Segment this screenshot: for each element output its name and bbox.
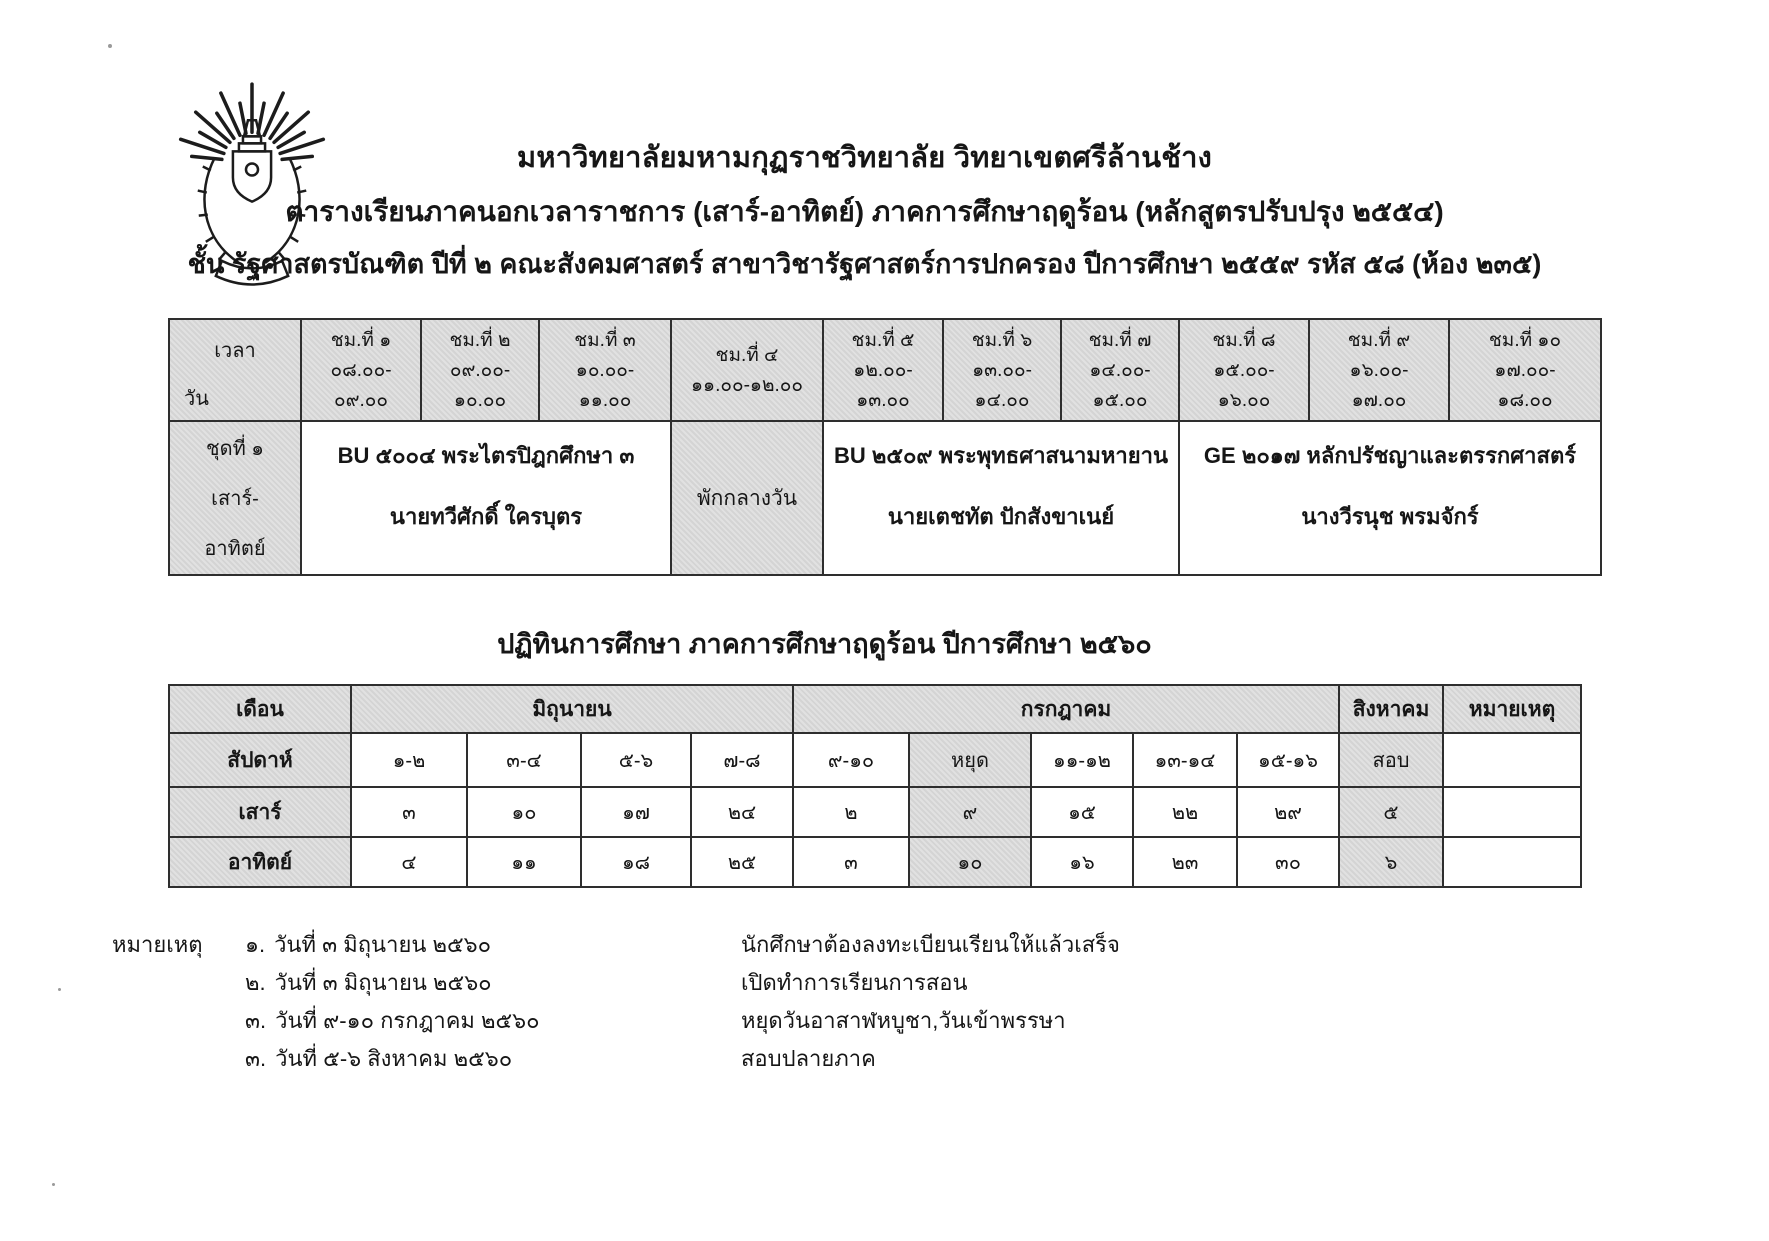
date-cell: ๒๙ (1237, 787, 1339, 837)
week-cell: ๗-๘ (691, 733, 793, 787)
remark-number: ๒. (245, 970, 266, 995)
lunch-break-cell: พักกลางวัน (671, 421, 823, 575)
period-header-cell: ชม.ที่ ๓ ๑๐.๐๐- ๑๑.๐๐ (539, 319, 671, 421)
sunday-label-cell: อาทิตย์ (169, 837, 351, 887)
holiday-date-cell: ๑๐ (909, 837, 1031, 887)
remark-item (245, 1040, 1120, 1078)
week-cell: ๑๕-๑๖ (1237, 733, 1339, 787)
teacher-name: นางวีรนุช พรมจักร์ (1301, 504, 1479, 529)
remark-date: วันที่ ๓ มิถุนายน ๒๕๖๐ (274, 932, 492, 957)
period-header-cell: ชม.ที่ ๕ ๑๒.๐๐- ๑๓.๐๐ (823, 319, 943, 421)
class-schedule-table (168, 318, 1602, 576)
teacher-name: นายเตชทัต ปักสังขาเนย์ (887, 504, 1115, 529)
calendar-title: ปฏิทินการศึกษา ภาคการศึกษาฤดูร้อน ปีการศึกษา ๒๕๖๐ (497, 629, 1152, 659)
date-cell: ๑๕ (1031, 787, 1133, 837)
month-june-cell: มิถุนายน (351, 685, 793, 733)
period-header-cell: ชม.ที่ ๑ ๐๘.๐๐- ๐๙.๐๐ (301, 319, 421, 421)
calendar-week-row (169, 733, 1581, 787)
exam-date-cell: ๖ (1339, 837, 1443, 887)
timetable-title: ตารางเรียนภาคนอกเวลาราชการ (เสาร์-อาทิตย์) ภาคการศึกษาฤดูร้อน (หลักสูตรปรับปรุง ๒๕๕๔) (285, 196, 1444, 227)
remark-number: ๓. (245, 1046, 267, 1071)
date-cell: ๑๘ (581, 837, 691, 887)
course-title: BU ๒๕๐๙ พระพุทธศาสนามหายาน (833, 443, 1169, 468)
period-header-cell: ชม.ที่ ๙ ๑๖.๐๐- ๑๗.๐๐ (1309, 319, 1449, 421)
date-cell: ๓ (793, 837, 909, 887)
calendar-sunday-row (169, 837, 1581, 887)
date-cell: ๑๑ (467, 837, 581, 887)
week-cell: ๓-๔ (467, 733, 581, 787)
corner-time-label: เวลา (214, 340, 256, 362)
week-cell: ๑๑-๑๒ (1031, 733, 1133, 787)
month-august-cell: สิงหาคม (1339, 685, 1443, 733)
course-title: GE ๒๐๑๗ หลักปรัชญาและตรรกศาสตร์ (1203, 443, 1577, 468)
scan-speck (108, 44, 112, 48)
week-label-cell: สัปดาห์ (169, 733, 351, 787)
remark-description: นักศึกษาต้องลงทะเบียนเรียนให้แล้วเสร็จ (741, 932, 1120, 957)
remark-item (245, 926, 1120, 964)
saturday-label-cell: เสาร์ (169, 787, 351, 837)
remarks-list (245, 926, 1120, 1078)
remark-date: วันที่ ๓ มิถุนายน ๒๕๖๐ (274, 970, 492, 995)
period-header-cell: ชม.ที่ ๗ ๑๔.๐๐- ๑๕.๐๐ (1061, 319, 1179, 421)
week-cell: ๑๓-๑๔ (1133, 733, 1237, 787)
period-header-cell: ชม.ที่ ๑๐ ๑๗.๐๐- ๑๘.๐๐ (1449, 319, 1601, 421)
exam-week-cell: สอบ (1339, 733, 1443, 787)
remark-item (245, 964, 1120, 1002)
date-cell: ๒๒ (1133, 787, 1237, 837)
group-day-header-cell: ชุดที่ ๑ เสาร์- อาทิตย์ (169, 421, 301, 575)
date-cell: ๒๕ (691, 837, 793, 887)
corner-day-label: วัน (184, 388, 209, 410)
month-july-cell: กรกฎาคม (793, 685, 1339, 733)
week-cell: ๑-๒ (351, 733, 467, 787)
teacher-name: นายทวีศักดิ์ ใครบุตร (389, 504, 583, 529)
date-cell: ๑๐ (467, 787, 581, 837)
remark-description: เปิดทำการเรียนการสอน (741, 970, 968, 995)
date-cell: ๒ (793, 787, 909, 837)
week-cell: ๕-๖ (581, 733, 691, 787)
scan-speck (58, 988, 61, 991)
empty-cell (1443, 787, 1581, 837)
university-title: มหาวิทยาลัยมหามกุฏราชวิทยาลัย วิทยาเขตศรีล้านช้าง (517, 142, 1212, 174)
calendar-month-row (169, 685, 1581, 733)
holiday-week-cell: หยุด (909, 733, 1031, 787)
course-title: BU ๕๐๐๔ พระไตรปิฎกศึกษา ๓ (337, 443, 635, 468)
calendar-saturday-row (169, 787, 1581, 837)
date-cell: ๓๐ (1237, 837, 1339, 887)
class-info-line: ชั้น รัฐศาสตรบัณฑิต ปีที่ ๒ คณะสังคมศาสตร์ สาขาวิชารัฐศาสตร์การปกครอง ปีการศึกษา ๒๕๕๙ รหัส ๕๘ (ห้อง ๒๓๕) (187, 249, 1542, 279)
remark-description: สอบปลายภาค (741, 1046, 876, 1071)
period-header-cell: ชม.ที่ ๖ ๑๓.๐๐- ๑๔.๐๐ (943, 319, 1061, 421)
remark-number: ๓. (245, 1008, 267, 1033)
month-label-cell: เดือน (169, 685, 351, 733)
remarks-section (112, 926, 1120, 1078)
remarks-label: หมายเหตุ (112, 932, 203, 957)
holiday-date-cell: ๙ (909, 787, 1031, 837)
schedule-header-row (169, 319, 1601, 421)
date-cell: ๓ (351, 787, 467, 837)
time-day-corner-cell (169, 319, 301, 421)
schedule-body-row (169, 421, 1601, 575)
course-cell (823, 421, 1179, 575)
period-header-cell: ชม.ที่ ๘ ๑๕.๐๐- ๑๖.๐๐ (1179, 319, 1309, 421)
remark-date: วันที่ ๙-๑๐ กรกฎาคม ๒๕๖๐ (275, 1008, 540, 1033)
date-cell: ๒๓ (1133, 837, 1237, 887)
notes-column-header-cell: หมายเหตุ (1443, 685, 1581, 733)
date-cell: ๒๔ (691, 787, 793, 837)
period-header-cell: ชม.ที่ ๔ ๑๑.๐๐-๑๒.๐๐ (671, 319, 823, 421)
date-cell: ๑๖ (1031, 837, 1133, 887)
course-cell (301, 421, 671, 575)
period-header-cell: ชม.ที่ ๒ ๐๙.๐๐- ๑๐.๐๐ (421, 319, 539, 421)
academic-calendar-table (168, 684, 1582, 888)
remark-date: วันที่ ๕-๖ สิงหาคม ๒๕๖๐ (275, 1046, 513, 1071)
course-cell (1179, 421, 1601, 575)
remark-item (245, 1002, 1120, 1040)
date-cell: ๑๗ (581, 787, 691, 837)
document-header (0, 134, 1729, 285)
remark-description: หยุดวันอาสาฬหบูชา,วันเข้าพรรษา (741, 1008, 1066, 1033)
date-cell: ๔ (351, 837, 467, 887)
empty-cell (1443, 733, 1581, 787)
empty-cell (1443, 837, 1581, 887)
remark-number: ๑. (245, 932, 266, 957)
scan-speck (52, 1183, 55, 1186)
week-cell: ๙-๑๐ (793, 733, 909, 787)
exam-date-cell: ๕ (1339, 787, 1443, 837)
